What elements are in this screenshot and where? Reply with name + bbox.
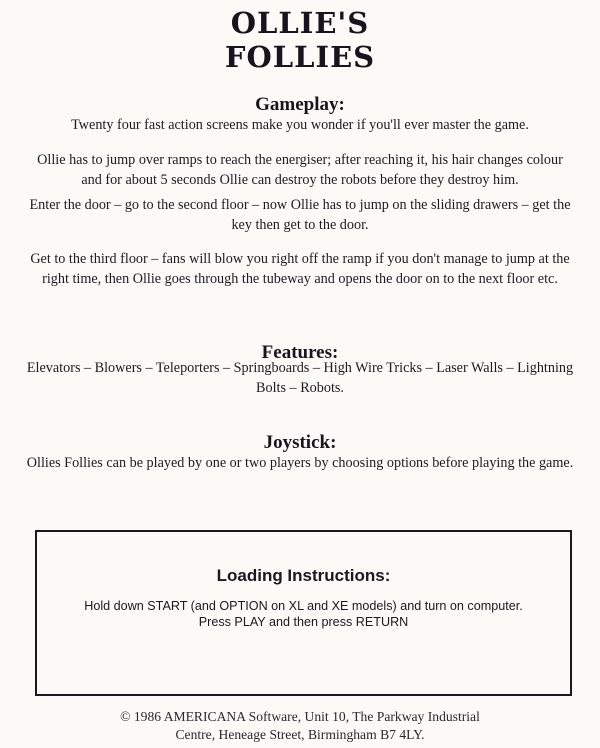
gameplay-paragraph-3: Enter the door – go to the second floor – now Ollie has to jump on the sliding drawers – get the key then get to the door. bbox=[29, 197, 571, 233]
loading-instructions-line-1: Hold down START (and OPTION on XL and XE models) and turn on computer. bbox=[84, 599, 523, 613]
features-heading: Features: bbox=[261, 342, 339, 363]
joystick-text: Ollies Follies can be played by one or two players by choosing options before playing the game. bbox=[26, 455, 574, 471]
features-text: Elevators – Blowers – Teleporters – Springboards – High Wire Tricks – Laser Walls – Lightning Bolts – Robots. bbox=[26, 360, 574, 396]
gameplay-paragraph-1: Twenty four fast action screens make you wonder if you'll ever master the game. bbox=[71, 117, 529, 133]
loading-instructions-box bbox=[35, 530, 572, 696]
copyright-line-2: Centre, Heneage Street, Birmingham B7 4LY. bbox=[175, 727, 425, 742]
copyright-line-1: © 1986 AMERICANA Software, Unit 10, The Parkway Industrial bbox=[120, 709, 480, 724]
copyright-footer bbox=[0, 708, 600, 744]
gameplay-paragraph-2: Ollie has to jump over ramps to reach the energiser; after reaching it, his hair changes colour and for about 5 seconds Ollie can destroy the robots before they destroy him. bbox=[37, 152, 563, 188]
game-title-line-1: OLLIE'S bbox=[230, 6, 370, 40]
loading-instructions-line-2: Press PLAY and then press RETURN bbox=[198, 615, 409, 629]
loading-instructions-heading: Loading Instructions: bbox=[216, 566, 391, 585]
loading-instructions-text bbox=[47, 598, 560, 630]
game-title bbox=[0, 6, 600, 74]
gameplay-paragraph-4: Get to the third floor – fans will blow you right off the ramp if you don't manage to jump at the right time, then Ollie goes through the tubeway and opens the door on to the next floor etc. bbox=[30, 251, 570, 287]
game-title-line-2: FOLLIES bbox=[224, 40, 376, 74]
joystick-heading: Joystick: bbox=[263, 432, 337, 453]
gameplay-heading: Gameplay: bbox=[255, 94, 345, 115]
